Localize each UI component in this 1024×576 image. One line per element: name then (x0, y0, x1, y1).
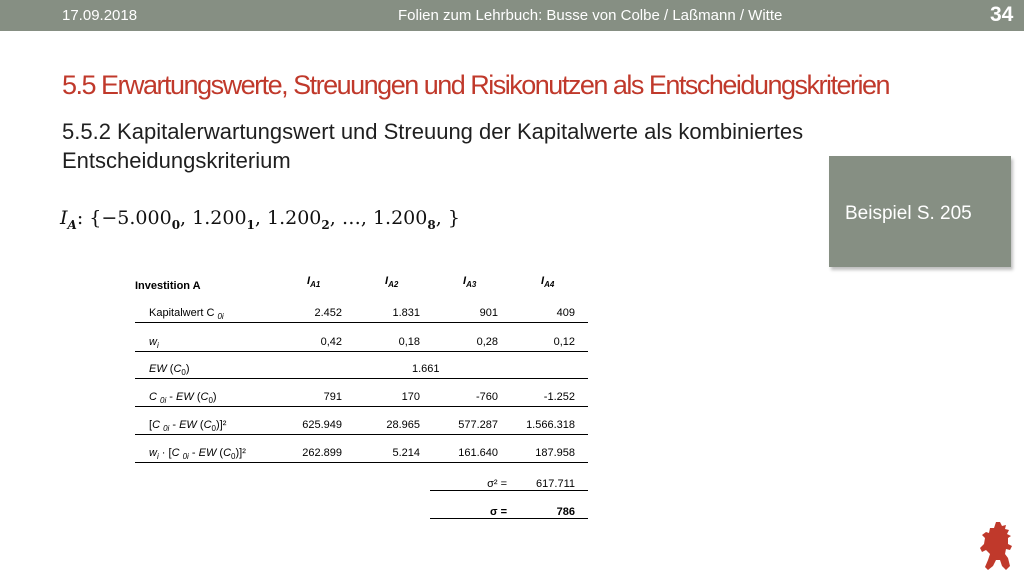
formula-symbol-sub: A (67, 217, 77, 232)
table-header-label (135, 280, 201, 292)
page-number: 34 (990, 3, 1014, 26)
sigma-value: 786 (556, 506, 575, 518)
col-header-a4 (541, 275, 554, 289)
formula-suffix: } (447, 207, 460, 229)
row-label-ew: EW $(C_0)$ (149, 363, 190, 378)
formula-v2: 1.200 (267, 207, 322, 229)
formula-ellipsis: … (341, 207, 361, 229)
formula-s1: 1 (246, 217, 255, 232)
berlin-bear-logo (978, 520, 1018, 572)
row-label-sub: i (156, 341, 159, 351)
data-table (130, 270, 590, 520)
cell: 409 (556, 307, 575, 319)
col-header-sub: A2 (388, 280, 399, 290)
row-label-kapitalwert (149, 307, 224, 321)
col-header-i: I (463, 275, 467, 287)
cell: 0,42 (320, 336, 342, 348)
row-divider (135, 406, 588, 407)
col-header-i: I (307, 275, 311, 287)
col-header-a3 (463, 275, 476, 289)
formula-v0: −5.000 (101, 207, 172, 229)
col-header-sub: A4 (544, 280, 555, 290)
row-label-text: EW (149, 363, 167, 375)
sigma-label: σ = (489, 506, 507, 518)
row-label-sq: [C $_{0i}$ - EW $(C_0)]^2$ (149, 419, 227, 434)
row-divider (135, 378, 588, 379)
row-divider (135, 462, 588, 463)
cell: 791 (323, 391, 342, 403)
cell: 625.949 (302, 419, 342, 431)
cell: 5.214 (392, 447, 420, 459)
formula-v8: 1.200 (372, 207, 428, 229)
col-header-sub: A3 (466, 280, 477, 290)
cell: 0,12 (553, 336, 575, 348)
cell: 901 (479, 307, 498, 319)
slide-subtitle: 5.5.2 Kapitalerwartungswert und Streuung der Kapitalwerte als kombiniertes Entscheidungskriterium (62, 119, 804, 173)
col-header-i: I (385, 275, 389, 287)
cell: 161.640 (458, 447, 498, 459)
row-divider (135, 322, 588, 323)
header-bar (0, 0, 1024, 31)
col-header-a1 (307, 275, 320, 289)
cell: 170 (401, 391, 420, 403)
slide-title: 5.5 Erwartungswerte, Streuungen und Risikonutzen als Entscheidungskriterien (62, 70, 890, 100)
sigma-divider (430, 490, 588, 491)
slide-date: 17.09.2018 (62, 7, 138, 24)
row-label-wsq: $w_i \cdot [C$ $_{0i}$ - EW $(C_0)]^2$ (149, 447, 246, 462)
cell: 0,28 (476, 336, 498, 348)
formula-s0: 0 (171, 217, 181, 232)
cell: 577.287 (458, 419, 498, 431)
formula-v1: 1.200 (192, 207, 247, 229)
col-header-a2 (385, 275, 398, 289)
cell: 2.452 (314, 307, 342, 319)
example-badge (829, 156, 1011, 267)
cell: -760 (475, 391, 498, 403)
table-header-text: Investition A (135, 280, 201, 292)
sigma2-label: σ² = (487, 478, 507, 490)
row-label-text: Kapitalwert C (149, 307, 215, 319)
cell: -1.252 (543, 391, 575, 403)
cell: 1.566.318 (526, 419, 575, 431)
col-header-i: I (541, 275, 545, 287)
row-label-sub: 0i (217, 312, 224, 322)
cell: 0,18 (398, 336, 420, 348)
cell: 28.965 (386, 419, 420, 431)
row-label-w (149, 336, 159, 350)
formula-s8: 8 (427, 217, 436, 232)
sigma-divider (430, 518, 588, 519)
row-label-diff: C $_{0i}$ - EW $(C_0)$ (149, 391, 217, 406)
example-badge-label: Beispiel S. 205 (845, 203, 972, 224)
slide-source: Folien zum Lehrbuch: Busse von Colbe / Laßmann / Witte (398, 7, 783, 24)
cell: 262.899 (302, 447, 342, 459)
cell: 187.958 (535, 447, 575, 459)
formula-symbol: I (60, 207, 68, 229)
cell: 1.831 (392, 307, 420, 319)
formula-s2: 2 (321, 217, 330, 232)
investment-formula: $I_A$: {$-5.000_0$, $1.200_1$, $1.200_2$, …, $1.200_8$, } (60, 207, 460, 232)
sigma2-value: 617.711 (536, 478, 575, 490)
row-divider (135, 434, 588, 435)
row-divider (135, 351, 588, 352)
formula-prefix: : { (76, 207, 102, 229)
ew-value: 1.661 (412, 363, 440, 375)
row-label-text: w (149, 336, 157, 348)
col-header-sub: A1 (310, 280, 321, 290)
